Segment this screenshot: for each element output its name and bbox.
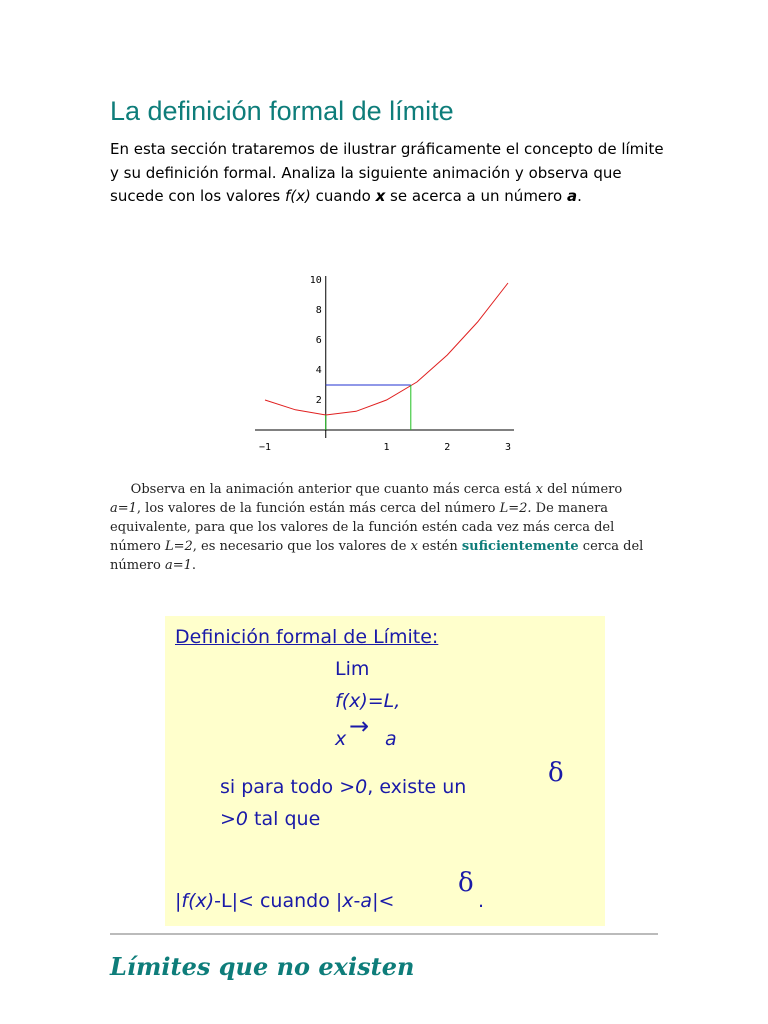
a-variable: a <box>385 728 397 750</box>
definition-inequality: |f(x)-L|< cuando |x-a|< <box>175 890 395 912</box>
x-tick-label: 1 <box>383 442 390 453</box>
delta-symbol: δ <box>548 758 564 788</box>
function-curve <box>265 283 508 415</box>
x-tick-label: 3 <box>504 442 512 453</box>
y-tick-label: 2 <box>315 395 322 406</box>
y-tick-label: 4 <box>315 365 322 376</box>
observation-paragraph: Observa en la animación anterior que cuanto más cerca está x del número a=1, los valores de la función están más cerca del número L=2. De manera equivalente, para que los valores de la función estén cada vez más cerca del número L=2, es necesario que los valores de x estén suficientemente cerca del número a=1. <box>110 482 644 573</box>
definition-box <box>165 616 605 926</box>
lim-label: Lim <box>335 658 370 680</box>
page-title: La definición formal de límite <box>110 96 454 126</box>
definition-period: . <box>478 890 485 912</box>
x-tick-label: 2 <box>444 442 451 453</box>
limit-graph <box>250 270 520 460</box>
y-tick-label: 6 <box>315 335 322 346</box>
highlight-word: suficientemente <box>461 539 579 554</box>
next-section-title: Límites que no existen <box>110 952 415 981</box>
y-tick-label: 10 <box>309 275 322 286</box>
intro-paragraph: En esta sección trataremos de ilustrar gráficamente el concepto de límite y su definición formal. Analiza la siguiente animación y observa que sucede con los valores f(x) cuando x se acerca a un número a. <box>110 140 664 205</box>
section-divider <box>110 933 658 935</box>
x-variable: x <box>335 728 347 750</box>
fx-equals-L: f(x)=L, <box>335 690 401 712</box>
definition-line-1: si para todo >0, existe un <box>220 776 467 798</box>
definition-title: Definición formal de Límite: <box>175 626 439 648</box>
arrow-icon: → <box>349 712 370 740</box>
definition-line-2: >0 tal que <box>220 808 321 830</box>
y-tick-label: 8 <box>315 305 322 316</box>
x-tick-label: −1 <box>258 442 272 453</box>
delta-symbol-2: δ <box>458 868 474 898</box>
